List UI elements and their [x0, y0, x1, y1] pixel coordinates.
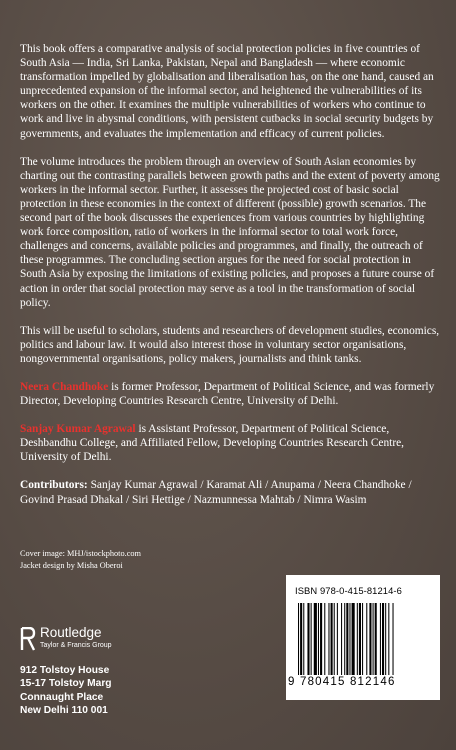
barcode-bar: [328, 603, 329, 675]
author-bio-text-2: is Assistant Professor, Department of Political Science, Deshbandhu College, and Affiliated Fellow, Developing Countries Research Centre, University of Delhi.: [20, 423, 405, 464]
barcode-bar: [344, 603, 345, 675]
author-bio-1: [20, 380, 440, 408]
author-bio-text-1: is former Professor, Department of Political Science, and was formerly Director, Developing Countries Research Centre, University of Delhi.: [20, 380, 435, 408]
barcode-bar: [366, 603, 367, 675]
description-paragraph-2: The volume introduces the problem through an overview of South Asian economies by charting out the contrasting parallels between growth paths and the extent of poverty among workers in the informal sector. Further, it assesses the projected cost of basic social protection in these economies in the context of different (possible) growth scenarios. The second part of the book discusses the experiences from various countries by highlighting work force composition, ratio of workers in the informal sector to total work force, challenges and concerns, available policies and programmes, and finally, the outreach of these programmes. The concluding section argues for the need for social protection in South Asia by exposing the limitations of existing policies, and proposes a future course of action in order that social protection may serve as a tool in the transformation of social policy.: [20, 155, 440, 309]
address-line-3: Connaught Place: [20, 691, 104, 703]
routledge-logo-icon: [20, 627, 36, 651]
barcode-bar: [369, 603, 371, 675]
isbn-number: ISBN 978-0-415-81214-6: [295, 585, 402, 596]
barcode-bar: [362, 603, 363, 675]
publisher-address: [20, 664, 112, 718]
barcode-bar: [352, 603, 355, 675]
barcode-bar: [359, 603, 361, 675]
barcode-bar: [382, 603, 384, 675]
barcode-bar: [388, 603, 389, 675]
barcode-bar: [324, 603, 325, 675]
address-line-1: 912 Tolstoy House: [20, 665, 110, 676]
author-name-1: Neera Chandhoke: [20, 380, 109, 393]
barcode-bar: [337, 603, 338, 675]
isbn-barcode-box: [286, 575, 440, 700]
barcode-bar: [349, 603, 350, 675]
barcode-bars: [298, 603, 430, 683]
author-name-2: Sanjay Kumar Agrawal: [20, 423, 136, 436]
barcode-bar: [375, 603, 377, 675]
barcode-bar: [314, 603, 317, 675]
address-line-2: 15-17 Tolstoy Marg: [20, 678, 112, 690]
barcode-bar: [298, 603, 299, 675]
barcode-bar: [380, 603, 381, 675]
barcode-bar: [318, 603, 319, 675]
barcode-bar: [303, 603, 304, 675]
barcode-bar: [331, 603, 333, 675]
barcode-bar: [346, 603, 348, 675]
jacket-design-credit: Jacket design by Misha Oberoi: [20, 561, 123, 570]
cover-image-credit: Cover image: MHJ/istockphoto.com: [20, 549, 141, 558]
barcode-bar: [373, 603, 374, 675]
barcode-bar: [357, 603, 358, 675]
address-line-4: New Delhi 110 001: [20, 705, 108, 717]
barcode-bar: [334, 603, 335, 675]
description-paragraph-1: This book offers a comparative analysis of social protection policies in five countries of South Asia — India, Sri Lanka, Pakistan, Nepal and Bangladesh — where economic transformation impelled by globalisation and liberalisation has, on the one hand, caused an unprecedented expansion of the informal sector, and heightened the vulnerabilities of its workers on the other. It examines the multiple vulnerabilities of workers who continue to work and live in abysmal conditions, with persistent cutbacks in social security budgets by governments, and evaluates the implementation and efficacy of current policies.: [20, 43, 434, 140]
contributors-names: Sanjay Kumar Agrawal / Karamat Ali / Anupama / Neera Chandhoke / Govind Prasad Dhakal / Siri Hettige / Nazmunnessa Mahtab / Nimra Wasim: [20, 479, 412, 506]
author-bio-2: [20, 422, 440, 464]
barcode-bar: [385, 603, 386, 675]
barcode-digits: 9 780415 812146: [288, 676, 396, 688]
publisher-group: Taylor & Francis Group: [40, 642, 112, 649]
barcode-bar: [393, 603, 394, 675]
description-paragraph-3: This will be useful to scholars, students and researchers of development studies, economics, politics and labour law. It would also interest those in voluntary sector organisations, nongovernmental organisations, policy makers, journalists and think tanks.: [20, 324, 440, 365]
publisher-name: Routledge: [40, 625, 102, 640]
back-cover-text: [20, 42, 440, 521]
barcode-bar: [307, 603, 309, 675]
barcode-bar: [300, 603, 302, 675]
contributors-label: Contributors:: [20, 479, 88, 492]
barcode-bar: [341, 603, 342, 675]
contributors: [20, 478, 440, 506]
barcode-bar: [320, 603, 322, 675]
cover-credits: [20, 548, 141, 572]
barcode-bar: [311, 603, 312, 675]
